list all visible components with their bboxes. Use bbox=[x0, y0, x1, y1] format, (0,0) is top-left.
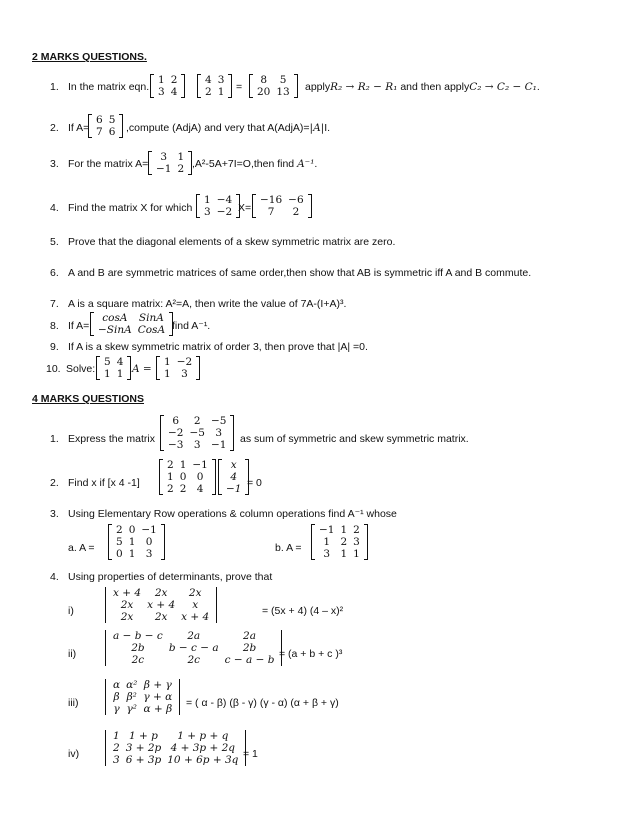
m4-q2-matrix-a bbox=[159, 459, 216, 495]
matrix-cell: 1 bbox=[340, 524, 348, 536]
matrix-cell: −1 bbox=[210, 439, 227, 451]
matrix-cell: x + 4 bbox=[181, 611, 210, 623]
matrix-cell: 2b bbox=[131, 642, 145, 654]
matrix-left-bracket bbox=[197, 74, 201, 98]
matrix-cell: x bbox=[230, 459, 237, 471]
q4-matrix-b bbox=[252, 194, 312, 218]
q1-equals: = bbox=[236, 81, 243, 93]
q8-number: 8. bbox=[50, 320, 59, 332]
m4-q1-text-b: as sum of symmetric and skew symmetric matrix. bbox=[240, 433, 469, 445]
matrix-cell: 2 bbox=[167, 459, 174, 471]
matrix-cell: 3 bbox=[160, 151, 168, 163]
matrix-cell: 2 bbox=[177, 163, 185, 175]
matrix-left-bracket bbox=[108, 524, 112, 560]
q2-matrix-a bbox=[88, 114, 123, 138]
matrix-cell: 2a bbox=[187, 630, 201, 642]
determinant-left-bar bbox=[105, 587, 106, 623]
matrix-cell: −3 bbox=[168, 439, 184, 451]
matrix-cell: 2 bbox=[353, 524, 360, 536]
matrix-cell: x + 4 bbox=[147, 599, 176, 611]
matrix-cell: 0 bbox=[116, 548, 123, 560]
matrix-cell: 2 bbox=[113, 742, 120, 754]
matrix-cell: 1 bbox=[164, 356, 171, 368]
matrix-cell: β + γ bbox=[143, 679, 172, 691]
section-heading-4-marks: 4 MARKS QUESTIONS bbox=[32, 393, 145, 405]
q4-text-b: X= bbox=[238, 202, 252, 214]
matrix-right-bracket bbox=[228, 74, 232, 98]
determinant-right-bar bbox=[179, 679, 180, 715]
matrix-cell: 3 + 2p bbox=[125, 742, 162, 754]
matrix-cell: a − b − c bbox=[113, 630, 163, 642]
matrix-cell: 3 bbox=[193, 439, 201, 451]
matrix-cell: 2x bbox=[120, 599, 134, 611]
matrix-cell: −2 bbox=[176, 356, 193, 368]
matrix-cell: 2x bbox=[154, 611, 168, 623]
m4-q4-iv-rhs: = 1 bbox=[243, 748, 258, 760]
matrix-cell: 2x bbox=[188, 587, 202, 599]
matrix-left-bracket bbox=[249, 74, 253, 98]
q10-matrix-b bbox=[156, 356, 200, 380]
matrix-cell: CosA bbox=[137, 324, 166, 336]
q8-matrix-a bbox=[90, 312, 173, 336]
q6-text: A and B are symmetric matrices of same order,then show that AB is symmetric iff A and B commute. bbox=[68, 267, 532, 279]
m4-q4-i-label: i) bbox=[68, 605, 74, 617]
q1-number: 1. bbox=[50, 81, 59, 93]
matrix-cell: 1 bbox=[353, 548, 360, 560]
m4-q4-ii-determinant bbox=[105, 630, 282, 666]
q9-text: If A is a skew symmetric matrix of order 3, then prove that |A| =0. bbox=[68, 341, 368, 353]
q4-number: 4. bbox=[50, 202, 59, 214]
m4-q4-iii-label: iii) bbox=[68, 697, 79, 709]
q3-text-b: ,A²-5A+7I=O,then find A⁻¹. bbox=[192, 158, 318, 170]
m4-q3-text: Using Elementary Row operations & column operations find A⁻¹ whose bbox=[68, 508, 397, 520]
matrix-cell: 2 bbox=[170, 74, 178, 86]
matrix-cell: 3 bbox=[181, 368, 188, 380]
matrix-cell: 8 bbox=[260, 74, 268, 86]
matrix-left-bracket bbox=[218, 459, 222, 495]
matrix-cell: 2 bbox=[193, 415, 201, 427]
q3-text-a: For the matrix A= bbox=[68, 158, 149, 170]
matrix-cell: 6 bbox=[108, 126, 116, 138]
matrix-cell: 3 bbox=[215, 427, 223, 439]
q1-text: In the matrix eqn. bbox=[68, 81, 150, 93]
matrix-cell: −1 bbox=[192, 459, 208, 471]
matrix-cell: −6 bbox=[288, 194, 304, 206]
matrix-right-bracket bbox=[364, 524, 368, 560]
matrix-right-bracket bbox=[196, 356, 200, 380]
matrix-cell: 1 bbox=[179, 459, 187, 471]
matrix-cell: 2 bbox=[179, 483, 187, 495]
q5-number: 5. bbox=[50, 236, 59, 248]
matrix-right-bracket bbox=[308, 194, 312, 218]
matrix-cell: 1 bbox=[217, 86, 225, 98]
matrix-cell: 5 bbox=[116, 536, 123, 548]
matrix-cell: 4 + 3p + 2q bbox=[170, 742, 236, 754]
q1-matrix-c bbox=[249, 74, 298, 98]
matrix-cell: 1 bbox=[128, 548, 136, 560]
matrix-cell: −1 bbox=[141, 524, 157, 536]
m4-q2-matrix-b bbox=[218, 459, 249, 495]
matrix-cell: 1 bbox=[104, 368, 111, 380]
m4-q4-i-determinant bbox=[105, 587, 217, 623]
m4-q4-iv-determinant bbox=[105, 730, 246, 766]
matrix-cell: 1 bbox=[177, 151, 185, 163]
matrix-left-bracket bbox=[96, 356, 100, 380]
matrix-cell: x bbox=[192, 599, 199, 611]
q2-text-a: If A= bbox=[68, 122, 90, 134]
matrix-cell: β² bbox=[126, 691, 137, 703]
m4-q1-matrix bbox=[160, 415, 234, 451]
matrix-right-bracket bbox=[212, 459, 216, 495]
m4-q3-b-label: b. A = bbox=[275, 542, 302, 554]
matrix-cell: 0 bbox=[128, 524, 136, 536]
determinant-left-bar bbox=[105, 679, 106, 715]
q2-text-b: ,compute (AdjA) and very that A(AdjA)=|A|I. bbox=[126, 122, 331, 134]
matrix-cell: 13 bbox=[276, 86, 290, 98]
q10-text-a: Solve: bbox=[66, 363, 96, 375]
q4-matrix-a bbox=[196, 194, 240, 218]
m4-q3-matrix-a bbox=[108, 524, 165, 560]
matrix-cell: 4 bbox=[116, 356, 124, 368]
m4-q4-ii-label: ii) bbox=[68, 648, 77, 660]
q3-number: 3. bbox=[50, 158, 59, 170]
matrix-cell: 3 bbox=[204, 206, 211, 218]
matrix-cell: 2 bbox=[292, 206, 300, 218]
matrix-cell: −5 bbox=[189, 427, 205, 439]
matrix-cell: 2 bbox=[167, 483, 174, 495]
q4-text-a: Find the matrix X for which bbox=[68, 202, 193, 214]
matrix-right-bracket bbox=[230, 415, 234, 451]
matrix-cell: 1 bbox=[128, 536, 136, 548]
q8-text-b: find A⁻¹. bbox=[172, 320, 211, 332]
matrix-left-bracket bbox=[150, 74, 154, 98]
determinant-right-bar bbox=[216, 587, 217, 623]
m4-q3-matrix-b bbox=[311, 524, 368, 560]
matrix-cell: 1 bbox=[340, 548, 348, 560]
matrix-cell: 5 bbox=[104, 356, 111, 368]
m4-q4-iv-label: iv) bbox=[68, 748, 80, 760]
m4-q4-iii-rhs: = ( α - β) (β - γ) (γ - α) (α + β + γ) bbox=[186, 697, 339, 709]
q10-mid: A = bbox=[132, 363, 152, 375]
matrix-cell: 5 bbox=[279, 74, 287, 86]
section-heading-2-marks: 2 MARKS QUESTIONS. bbox=[32, 51, 147, 63]
m4-q4-ii-rhs: = (a + b + c )³ bbox=[279, 648, 343, 660]
matrix-cell: 5 bbox=[108, 114, 116, 126]
matrix-cell: 1 bbox=[116, 368, 124, 380]
matrix-cell: 4 bbox=[196, 483, 204, 495]
matrix-left-bracket bbox=[196, 194, 200, 218]
q2-number: 2. bbox=[50, 122, 59, 134]
matrix-cell: 7 bbox=[267, 206, 275, 218]
matrix-cell: −2 bbox=[216, 206, 233, 218]
matrix-cell: 2x bbox=[120, 611, 134, 623]
matrix-cell: 2x bbox=[154, 587, 168, 599]
q7-text: A is a square matrix: A²=A, then write the value of 7A-(I+A)³. bbox=[68, 298, 347, 310]
m4-q1-text-a: Express the matrix bbox=[68, 433, 155, 445]
m4-q3-a-label: a. A = bbox=[68, 542, 95, 554]
matrix-cell: 3 bbox=[217, 74, 225, 86]
matrix-right-bracket bbox=[161, 524, 165, 560]
matrix-cell: cosA bbox=[102, 312, 128, 324]
matrix-right-bracket bbox=[181, 74, 185, 98]
m4-q2-number: 2. bbox=[50, 477, 59, 489]
matrix-cell: 2 bbox=[205, 86, 212, 98]
matrix-cell: −4 bbox=[216, 194, 233, 206]
q1-matrix-b bbox=[197, 74, 232, 98]
matrix-cell: 3 bbox=[353, 536, 360, 548]
matrix-cell: γ bbox=[113, 703, 120, 715]
matrix-cell: 6 bbox=[96, 114, 103, 126]
q1-apply-text: applyR₂ → R₂ − R₁ and then applyC₂ → C₂ − C₁. bbox=[305, 81, 540, 93]
matrix-cell: −SinA bbox=[98, 324, 132, 336]
matrix-cell: 2a bbox=[243, 630, 256, 642]
q10-matrix-a bbox=[96, 356, 131, 380]
matrix-cell: γ + α bbox=[143, 691, 173, 703]
matrix-cell: 2c bbox=[131, 654, 145, 666]
matrix-cell: 6 + 3p bbox=[125, 754, 162, 766]
m4-q4-text: Using properties of determinants, prove that bbox=[68, 571, 273, 583]
m4-q4-i-rhs: = (5x + 4) (4 – x)² bbox=[262, 605, 344, 617]
matrix-left-bracket bbox=[311, 524, 315, 560]
q9-number: 9. bbox=[50, 341, 59, 353]
matrix-right-bracket bbox=[119, 114, 123, 138]
matrix-cell: 2 bbox=[340, 536, 348, 548]
matrix-cell: 3 bbox=[323, 548, 331, 560]
m4-q4-iii-determinant bbox=[105, 679, 180, 715]
q7-number: 7. bbox=[50, 298, 59, 310]
matrix-cell: 1 + p bbox=[129, 730, 158, 742]
matrix-left-bracket bbox=[88, 114, 92, 138]
matrix-cell: 20 bbox=[257, 86, 271, 98]
matrix-cell: 3 bbox=[145, 548, 153, 560]
matrix-left-bracket bbox=[252, 194, 256, 218]
matrix-cell: −16 bbox=[260, 194, 283, 206]
matrix-left-bracket bbox=[160, 415, 164, 451]
matrix-cell: 6 bbox=[172, 415, 180, 427]
matrix-cell: SinA bbox=[138, 312, 164, 324]
matrix-cell: c − a − b bbox=[224, 654, 275, 666]
m4-q2-text-a: Find x if [x 4 -1] bbox=[68, 477, 140, 489]
q6-number: 6. bbox=[50, 267, 59, 279]
matrix-cell: 2 bbox=[116, 524, 123, 536]
matrix-cell: 3 bbox=[113, 754, 120, 766]
matrix-left-bracket bbox=[148, 151, 152, 175]
q5-text: Prove that the diagonal elements of a skew symmetric matrix are zero. bbox=[68, 236, 396, 248]
matrix-cell: 0 bbox=[145, 536, 153, 548]
matrix-cell: 0 bbox=[179, 471, 187, 483]
matrix-cell: 4 bbox=[230, 471, 238, 483]
matrix-cell: b − c − a bbox=[168, 642, 219, 654]
matrix-cell: 2c bbox=[187, 654, 200, 666]
matrix-right-bracket bbox=[294, 74, 298, 98]
matrix-cell: 1 bbox=[204, 194, 211, 206]
matrix-cell: −5 bbox=[210, 415, 227, 427]
matrix-left-bracket bbox=[156, 356, 160, 380]
q3-matrix-a bbox=[148, 151, 192, 175]
matrix-cell: 0 bbox=[196, 471, 204, 483]
matrix-cell: −1 bbox=[226, 483, 242, 495]
matrix-left-bracket bbox=[159, 459, 163, 495]
matrix-cell: 1 bbox=[158, 74, 165, 86]
matrix-cell: 1 bbox=[323, 536, 331, 548]
matrix-cell: α bbox=[113, 679, 121, 691]
m4-q1-number: 1. bbox=[50, 433, 59, 445]
matrix-cell: 7 bbox=[96, 126, 103, 138]
matrix-cell: 10 + 6p + 3q bbox=[167, 754, 239, 766]
m4-q2-text-b: = 0 bbox=[247, 477, 262, 489]
q8-text-a: If A= bbox=[68, 320, 90, 332]
matrix-cell: 4 bbox=[205, 74, 212, 86]
matrix-cell: 1 + p + q bbox=[177, 730, 229, 742]
determinant-left-bar bbox=[105, 630, 106, 666]
matrix-cell: −1 bbox=[319, 524, 335, 536]
matrix-cell: −2 bbox=[168, 427, 184, 439]
matrix-cell: β bbox=[113, 691, 120, 703]
matrix-cell: 1 bbox=[164, 368, 171, 380]
m4-q4-number: 4. bbox=[50, 571, 59, 583]
m4-q3-number: 3. bbox=[50, 508, 59, 520]
matrix-cell: 2b bbox=[242, 642, 257, 654]
matrix-cell: 1 bbox=[113, 730, 120, 742]
matrix-cell: 3 bbox=[158, 86, 165, 98]
matrix-cell: α + β bbox=[143, 703, 173, 715]
determinant-left-bar bbox=[105, 730, 106, 766]
matrix-left-bracket bbox=[90, 312, 94, 336]
matrix-cell: α² bbox=[126, 679, 138, 691]
matrix-cell: −1 bbox=[156, 163, 172, 175]
matrix-cell: x + 4 bbox=[113, 587, 142, 599]
q1-matrix-a bbox=[150, 74, 185, 98]
q10-number: 10. bbox=[46, 363, 61, 375]
matrix-right-bracket bbox=[127, 356, 131, 380]
matrix-cell: 1 bbox=[167, 471, 174, 483]
matrix-cell: 4 bbox=[170, 86, 178, 98]
matrix-cell: γ² bbox=[126, 703, 137, 715]
